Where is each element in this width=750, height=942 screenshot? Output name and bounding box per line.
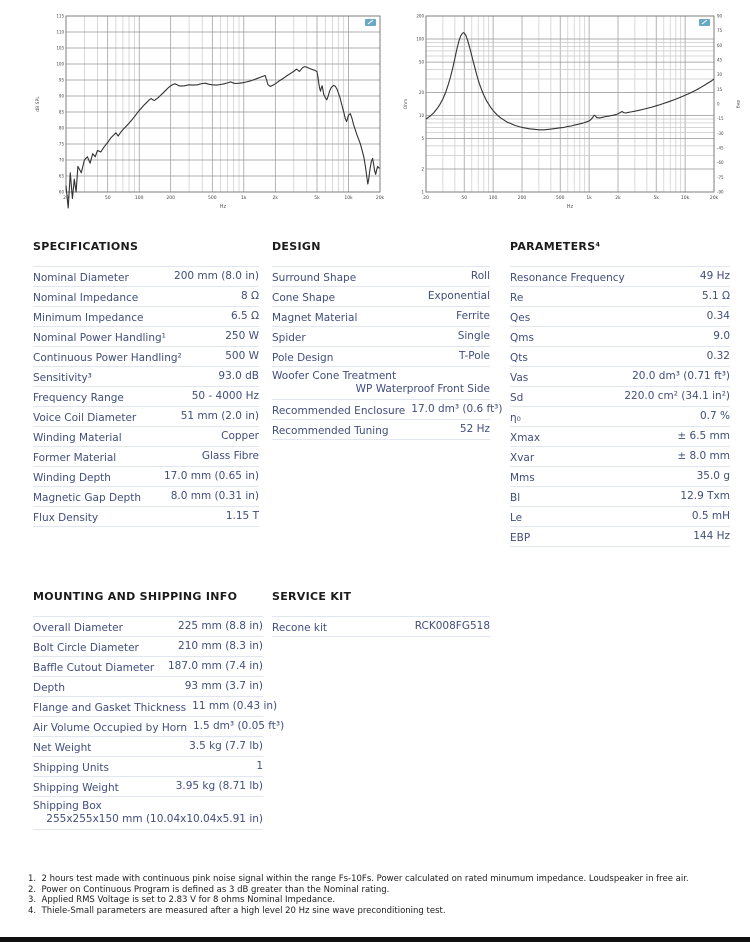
row-label: η₀ [510,412,521,424]
charts-row [32,6,740,212]
x-tick-label: 10k [680,196,690,201]
row-value: Exponential [427,290,490,302]
row-value: 35.0 g [696,470,730,482]
x-tick-label: 100 [488,196,498,201]
table-row [33,757,263,777]
x-tick-label: 20k [709,196,719,201]
row-value: 9.0 [713,330,730,342]
x-tick-label: 20k [375,196,385,201]
design-section [272,240,503,440]
row-label: Magnet Material [272,312,358,324]
footnotes [28,874,742,916]
row-value: ± 8.0 mm [677,450,730,462]
row-label: Magnetic Gap Depth [33,492,141,504]
x-tick-label: 2k [615,196,621,201]
row-label: Bl [510,492,521,504]
row-value: 11 mm (0.43 in) [192,700,278,712]
row-label: Recommended Tuning [272,425,389,437]
row-label: Shipping Weight [33,782,119,794]
row-label: Xvar [510,452,535,464]
row-value: 210 mm (8.3 in) [178,640,263,652]
x-tick-label: 50 [461,196,468,201]
x-tick-label: 1k [586,196,592,201]
x-tick-label: 5k [314,196,320,201]
mounting-shipping-table [33,616,285,830]
row-value: 50 - 4000 Hz [191,390,259,402]
table-row [33,447,259,467]
table-row [33,427,259,447]
row-value: 6.5 Ω [230,310,259,322]
plot-frame [66,16,380,192]
parameters-table [510,266,730,547]
y-tick-label: 65 [58,173,64,179]
row-label: Qms [510,332,534,344]
row-label: Sensitivity³ [33,372,92,384]
row-value: 255x255x150 mm (10.04x10.04x5.91 in) [46,813,263,825]
row-label: Mms [510,472,535,484]
table-row [510,287,730,307]
row-value: 12.9 Txm [680,490,730,502]
table-row [33,487,259,507]
table-row [33,797,263,830]
row-label: Shipping Units [33,762,109,774]
row-label: Pole Design [272,352,334,364]
row-value: T-Pole [459,350,490,362]
y-tick-label: 105 [56,45,64,51]
y-tick-label: 2 [421,166,424,172]
table-row [510,267,730,287]
y2-tick-label: 15 [717,86,723,92]
specifications-table [33,266,259,527]
x-tick-label: 500 [555,196,565,201]
row-value: 17.0 dm³ (0.6 ft³) [411,403,503,415]
y2-axis-label: deg [735,99,740,109]
footnote: 2. Power on Continuous Program is defined as 3 dB greater than the Nominal rating. [28,884,390,895]
table-row [510,327,730,347]
table-row [33,507,259,527]
row-label: Vas [510,372,529,384]
design-heading: DESIGN [272,240,321,253]
frequency-response-chart [32,6,388,212]
table-row [33,717,285,737]
table-row [33,657,263,677]
table-row [33,637,263,657]
parameters-heading: PARAMETERS⁴ [510,240,601,253]
y-tick-label: 70 [58,157,64,163]
frequency-response-curve [66,67,380,208]
row-label: Nominal Power Handling¹ [33,332,166,344]
row-value: 8.0 mm (0.31 in) [170,490,259,502]
table-row [272,420,490,440]
row-label: Minimum Impedance [33,312,144,324]
row-value: 1.5 dm³ (0.05 ft³) [192,720,285,732]
y-tick-label: 75 [58,141,64,147]
table-row [272,347,490,367]
row-value: Copper [221,430,259,442]
row-value: WP Waterproof Front Side [355,383,490,395]
mounting-shipping-section [33,590,285,830]
row-label: Le [510,512,523,524]
y-tick-label: 60 [58,189,64,195]
x-tick-label: 20 [423,196,429,201]
row-value: 93 mm (3.7 in) [184,680,263,692]
y2-tick-label: 45 [717,57,723,63]
row-label: Voice Coil Diameter [33,412,137,424]
table-row [510,427,730,447]
y2-tick-label: 75 [717,28,723,34]
row-label: Recommended Enclosure [272,405,406,417]
row-label: Frequency Range [33,392,124,404]
table-row [33,737,263,757]
y-tick-label: 10 [418,113,424,118]
x-tick-label: 1k [241,196,247,201]
x-tick-label: 20 [63,196,69,201]
row-label: EBP [510,532,531,544]
row-label: Baffle Cutout Diameter [33,662,155,674]
row-value: 225 mm (8.8 in) [178,620,263,632]
y2-tick-label: -75 [717,174,724,180]
service-kit-heading: SERVICE KIT [272,590,352,603]
y2-tick-label: -15 [717,116,724,122]
row-value: 51 mm (2.0 in) [180,410,259,422]
y-tick-label: 110 [56,29,64,35]
grid-lines [426,16,714,192]
row-value: 3.95 kg (8.71 lb) [175,780,263,792]
row-value: Ferrite [456,310,490,322]
y-tick-label: 200 [416,13,424,19]
row-value: Glass Fibre [201,450,259,462]
y-tick-label: 20 [418,90,424,95]
row-label: Cone Shape [272,292,336,304]
footnote: 4. Thiele-Small parameters are measured after a high level 20 Hz sine wave preconditioning test. [28,905,446,916]
row-label: Shipping Box [33,800,102,812]
row-label: Bolt Circle Diameter [33,642,139,654]
table-row [33,407,259,427]
row-label: Xmax [510,432,541,444]
row-value: 8 Ω [240,290,259,302]
table-row [33,697,278,717]
row-label: Re [510,292,524,304]
y2-tick-label: -60 [717,160,724,166]
row-value: 144 Hz [693,530,730,542]
row-value: 0.5 mH [691,510,730,522]
y2-tick-label: 60 [717,42,723,48]
y-tick-label: 100 [416,36,424,42]
table-row [33,617,263,637]
row-label: Sd [510,392,524,404]
table-row [510,467,730,487]
y-tick-label: 50 [418,59,424,65]
brand-logo-icon [365,19,376,26]
table-row [510,367,730,387]
y-tick-label: 80 [58,125,64,131]
row-label: Resonance Frequency [510,272,625,284]
row-label: Woofer Cone Treatment [272,370,397,382]
table-row [510,407,730,427]
y-axis-label: dB SPL [36,96,41,112]
row-value: 49 Hz [699,270,730,282]
row-value: 93.0 dB [218,370,259,382]
row-label: Nominal Impedance [33,292,139,304]
table-row [510,527,730,547]
y2-tick-label: -90 [717,189,724,195]
row-value: 5.1 Ω [701,290,730,302]
row-value: 1 [256,760,263,772]
row-label: Qts [510,352,528,364]
table-row [510,347,730,367]
row-value: 187.0 mm (7.4 in) [168,660,263,672]
row-label: Qes [510,312,531,324]
table-row [510,307,730,327]
specifications-heading: SPECIFICATIONS [33,240,139,253]
table-row [272,400,503,420]
table-row [510,447,730,467]
row-value: Roll [470,270,490,282]
x-tick-label: 5k [653,196,659,201]
y-tick-label: 5 [421,136,424,141]
row-value: 52 Hz [459,423,490,435]
row-value: 1.15 T [225,510,259,522]
table-row [33,307,259,327]
x-tick-label: 2k [272,196,279,201]
table-row [33,287,259,307]
row-label: Winding Material [33,432,122,444]
row-label: Overall Diameter [33,622,123,634]
row-label: Winding Depth [33,472,111,484]
row-value: 3.5 kg (7.7 lb) [189,740,263,752]
row-value: 0.34 [706,310,730,322]
x-tick-label: 500 [208,196,217,201]
table-row [272,367,490,400]
row-label: Recone kit [272,622,328,634]
table-row [33,677,263,697]
x-tick-label: 200 [517,196,527,201]
y-tick-label: 115 [56,13,64,19]
table-row [272,307,490,327]
row-label: Depth [33,682,65,694]
x-tick-label: 10k [344,196,353,201]
table-row [272,287,490,307]
row-value: 0.32 [706,350,730,362]
row-value: ± 6.5 mm [677,430,730,442]
specifications-section [33,240,259,527]
y2-tick-label: 0 [717,101,720,107]
y2-tick-label: -30 [717,130,724,136]
y2-tick-label: 30 [717,72,723,78]
row-label: Surround Shape [272,272,357,284]
mounting-shipping-heading: MOUNTING AND SHIPPING INFO [33,590,238,603]
table-row [33,387,259,407]
table-row [33,267,259,287]
table-row [33,347,259,367]
table-row [510,487,730,507]
row-label: Former Material [33,452,117,464]
y-tick-label: 100 [56,61,64,67]
impedance-chart [400,6,740,212]
design-table [272,266,503,440]
x-axis-label: Hz [566,204,574,210]
table-row [33,777,263,797]
row-label: Continuous Power Handling² [33,352,182,364]
table-row [272,267,490,287]
row-value: 17.0 mm (0.65 in) [164,470,259,482]
table-row [33,327,259,347]
row-label: Net Weight [33,742,92,754]
parameters-section [510,240,730,547]
table-row [510,507,730,527]
y-tick-label: 85 [58,109,64,115]
row-label: Spider [272,332,306,344]
row-value: RCK008FG518 [414,620,490,632]
service-kit-table [272,616,490,637]
y-tick-label: 1 [421,189,424,195]
row-label: Nominal Diameter [33,272,129,284]
row-value: 200 mm (8.0 in) [174,270,259,282]
table-row [33,467,259,487]
table-row [272,327,490,347]
y-axis-label: Ohm [404,98,409,110]
table-row [33,367,259,387]
service-kit-section [272,590,490,637]
grid-lines [66,16,380,192]
row-value: Single [457,330,490,342]
row-value: 0.7 % [699,410,730,422]
table-row [272,617,490,637]
row-label: Flux Density [33,512,99,524]
y2-tick-label: 90 [717,13,723,19]
y-tick-label: 95 [58,77,64,83]
footnote: 3. Applied RMS Voltage is set to 2.83 V for 8 ohms Nominal Impedance. [28,895,336,905]
footnote: 1. 2 hours test made with continuous pink noise signal within the range Fs-10Fs. Power calculated on rated minumum impedance. Loudspeaker in free air. [28,874,689,884]
x-tick-label: 50 [104,196,111,201]
brand-logo-icon [699,19,710,26]
table-row [510,387,730,407]
x-tick-label: 200 [166,196,175,201]
x-tick-label: 100 [134,196,144,201]
row-value: 20.0 dm³ (0.71 ft³) [632,370,730,382]
y2-tick-label: -45 [717,145,724,151]
row-label: Air Volume Occupied by Horn [33,722,187,734]
y-tick-label: 90 [58,93,64,99]
row-value: 250 W [225,330,259,342]
row-label: Flange and Gasket Thickness [33,702,187,714]
row-value: 500 W [225,350,259,362]
bottom-bar [0,937,750,942]
x-axis-label: Hz [219,204,227,210]
row-value: 220.0 cm² (34.1 in²) [624,390,730,402]
